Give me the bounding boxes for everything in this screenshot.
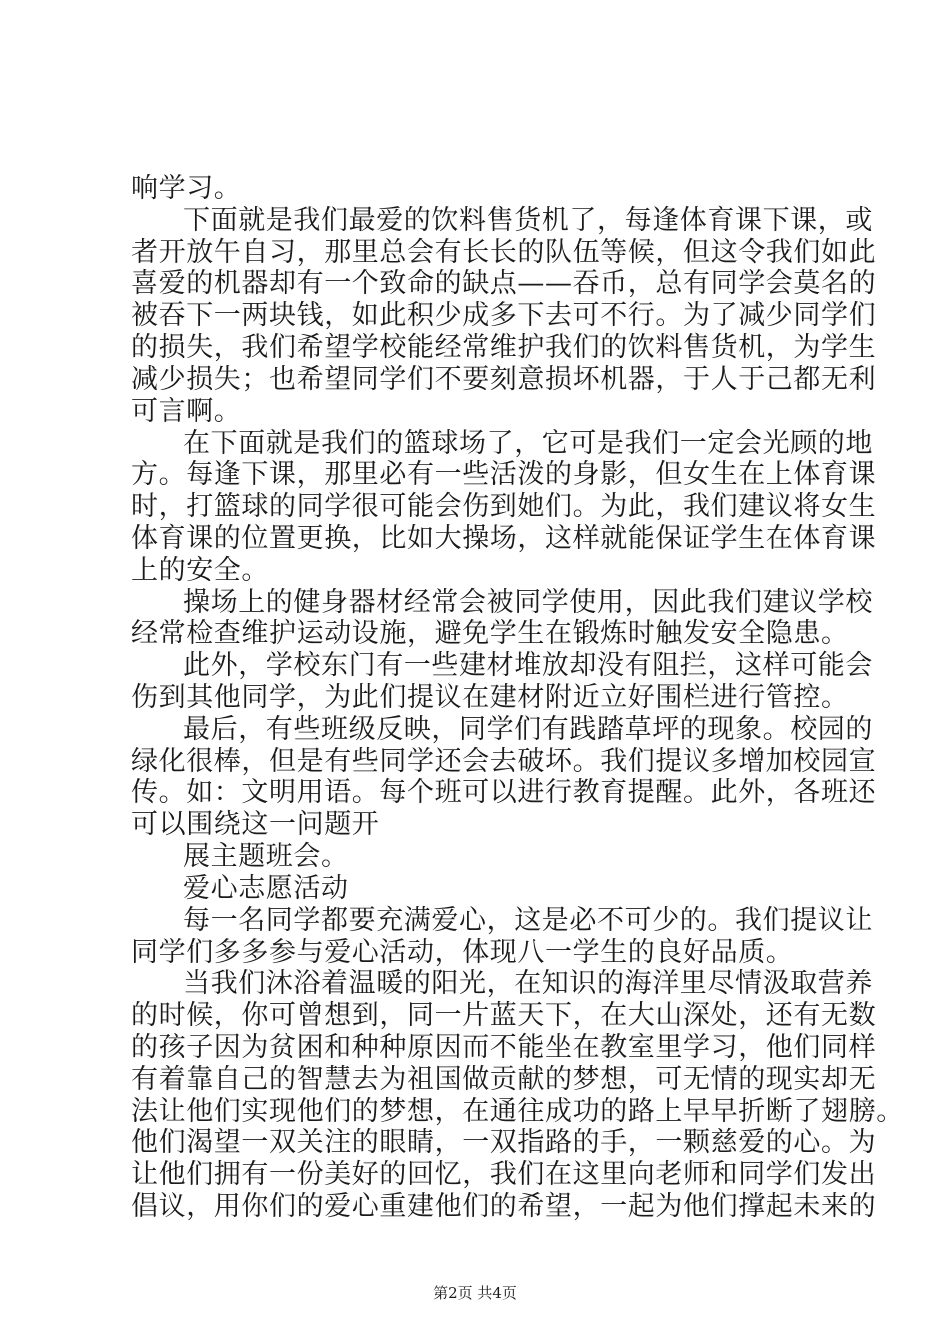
section-heading: 爱心志愿活动	[183, 873, 349, 904]
paragraph-start: 在下面就是我们的篮球场了，它可是我们一定会光顾的地	[183, 428, 873, 459]
text-line: 可言啊。	[131, 396, 242, 427]
text-line: 体育课的位置更换，比如大操场，这样就能保证学生在体育课	[131, 523, 877, 554]
text-line: 同学们多多参与爱心活动，体现八一学生的良好品质。	[131, 937, 794, 968]
text-line: 经常检查维护运动设施，避免学生在锻炼时触发安全隐患。	[131, 618, 849, 649]
text-line: 让他们拥有一份美好的回忆，我们在这里向老师和同学们发出	[131, 1159, 877, 1190]
text-line: 上的安全。	[131, 555, 269, 586]
text-line: 可以围绕这一问题开	[131, 809, 380, 840]
text-line: 的孩子因为贫困和种种原因而不能坐在教室里学习，他们同样	[131, 1032, 877, 1063]
text-line: 倡议，用你们的爱心重建他们的希望，一起为他们撑起未来的	[131, 1191, 877, 1222]
text-line: 被吞下一两块钱，如此积少成多下去可不行。为了减少同学们	[131, 300, 877, 331]
paragraph-start: 每一名同学都要充满爱心，这是必不可少的。我们提议让	[183, 905, 873, 936]
paragraph-start: 操场上的健身器材经常会被同学使用，因此我们建议学校	[183, 587, 873, 618]
paragraph-start: 最后，有些班级反映，同学们有践踏草坪的现象。校园的	[183, 714, 873, 745]
paragraph-start: 当我们沐浴着温暖的阳光，在知识的海洋里尽情汲取营养	[183, 968, 873, 999]
paragraph-start: 此外，学校东门有一些建材堆放却没有阻拦，这样可能会	[183, 650, 873, 681]
text-line: 传。如：文明用语。每个班可以进行教育提醒。此外，各班还	[131, 777, 877, 808]
text-line: 有着靠自己的智慧去为祖国做贡献的梦想，可无情的现实却无	[131, 1064, 877, 1095]
text-line: 伤到其他同学，为此们提议在建材附近立好围栏进行管控。	[131, 682, 849, 713]
text-line: 方。每逢下课，那里必有一些活泼的身影，但女生在上体育课	[131, 459, 877, 490]
page-number-footer: 第2页 共4页	[433, 1284, 517, 1302]
text-line: 的损失，我们希望学校能经常维护我们的饮料售货机，为学生	[131, 332, 877, 363]
text-line: 喜爱的机器却有一个致命的缺点——吞币，总有同学会莫名的	[131, 268, 877, 299]
text-line: 法让他们实现他们的梦想，在通往成功的路上早早折断了翅膀。	[131, 1096, 904, 1127]
text-line: 他们渴望一双关注的眼睛，一双指路的手，一颗慈爱的心。为	[131, 1127, 877, 1158]
text-line: 的时候，你可曾想到，同一片蓝天下，在大山深处，还有无数	[131, 1000, 877, 1031]
paragraph-start: 下面就是我们最爱的饮料售货机了，每逢体育课下课，或	[183, 205, 873, 236]
text-line: 减少损失；也希望同学们不要刻意损坏机器，于人于己都无利	[131, 364, 877, 395]
text-line: 者开放午自习，那里总会有长长的队伍等候，但这令我们如此	[131, 237, 877, 268]
text-line: 时，打篮球的同学很可能会伤到她们。为此，我们建议将女生	[131, 491, 877, 522]
text-line: 响学习。	[131, 173, 242, 204]
paragraph-start: 展主题班会。	[183, 841, 349, 872]
text-line: 绿化很棒，但是有些同学还会去破坏。我们提议多增加校园宣	[131, 746, 877, 777]
